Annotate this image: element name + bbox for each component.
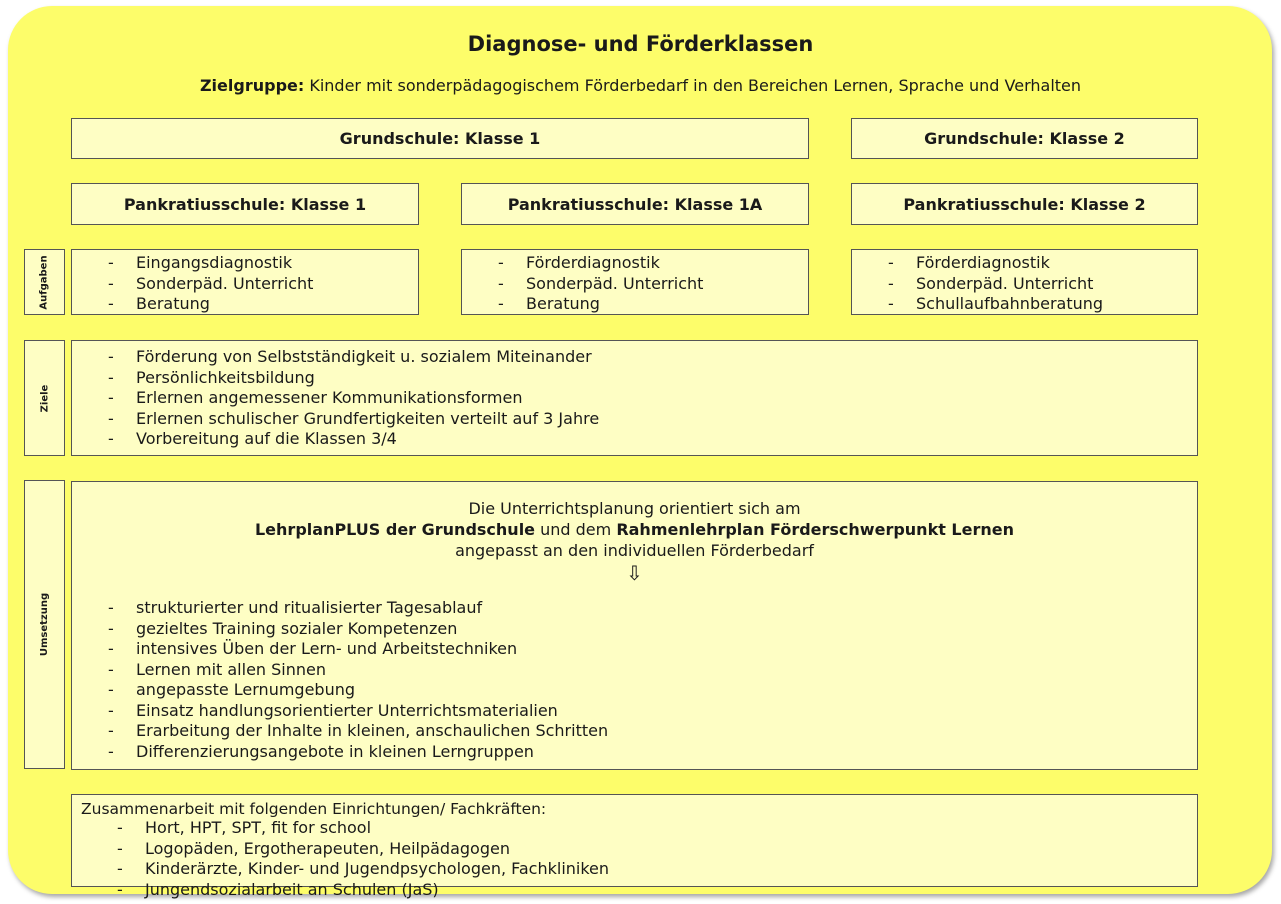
ziele-label-box xyxy=(24,340,65,456)
umsetzung-box xyxy=(71,481,1198,770)
target-group xyxy=(0,76,1281,95)
grundschule-class-2-label: Grundschule: Klasse 2 xyxy=(924,129,1125,148)
grundschule-class-1 xyxy=(71,118,809,159)
list-item: - Förderdiagnostik xyxy=(462,253,808,274)
umsetzung-line3: angepasst an den individuellen Förderbedarf xyxy=(455,541,814,560)
list-item: - strukturierter und ritualisierter Tagesablauf xyxy=(72,598,1197,619)
aufgaben-label-box xyxy=(24,249,65,315)
grundschule-class-2 xyxy=(851,118,1198,159)
ziele-label: Ziele xyxy=(38,384,50,412)
lehrplan-grundschule: LehrplanPLUS der Grundschule xyxy=(254,520,536,539)
list-item: - intensives Üben der Lern- und Arbeitstechniken xyxy=(72,639,1197,660)
pankratius-class-2 xyxy=(851,183,1198,225)
target-group-text: Kinder mit sonderpädagogischem Förderbedarf in den Bereichen Lernen, Sprache und Verhalten xyxy=(304,76,1082,95)
aufgaben-class-2 xyxy=(851,249,1198,315)
list-item: - gezieltes Training sozialer Kompetenzen xyxy=(72,619,1197,640)
list-item: - Eingangsdiagnostik xyxy=(72,253,418,274)
list-item: - Hort, HPT, SPT, fit for school xyxy=(81,818,1197,839)
list-item: - Sonderpäd. Unterricht xyxy=(72,274,418,295)
list-item: - Lernen mit allen Sinnen xyxy=(72,660,1197,681)
list-item: - Beratung xyxy=(72,294,418,315)
pankratius-class-1a xyxy=(461,183,809,225)
list-item: - Förderung von Selbstständigkeit u. sozialem Miteinander xyxy=(72,347,1197,368)
umsetzung-connector: und dem xyxy=(535,520,617,539)
list-item: - Förderdiagnostik xyxy=(852,253,1197,274)
list-item: - Logopäden, Ergotherapeuten, Heilpädagogen xyxy=(81,839,1197,860)
list-item: - Differenzierungsangebote in kleinen Lerngruppen xyxy=(72,742,1197,763)
list-item: - Beratung xyxy=(462,294,808,315)
rahmenlehrplan-lernen: Rahmenlehrplan Förderschwerpunkt Lernen xyxy=(616,520,1014,539)
list-item: - Persönlichkeitsbildung xyxy=(72,368,1197,389)
list-item: - Einsatz handlungsorientierter Unterrichtsmaterialien xyxy=(72,701,1197,722)
arrow-down-icon: ⇩ xyxy=(626,561,643,585)
list-item: - Erlernen schulischer Grundfertigkeiten verteilt auf 3 Jahre xyxy=(72,409,1197,430)
target-group-label: Zielgruppe: xyxy=(199,76,305,95)
list-item: - Vorbereitung auf die Klassen 3/4 xyxy=(72,429,1197,450)
list-item: - Jungendsozialarbeit an Schulen (JaS) xyxy=(81,880,1197,901)
list-item: - angepasste Lernumgebung xyxy=(72,680,1197,701)
aufgaben-class-1a xyxy=(461,249,809,315)
list-item: - Erlernen angemessener Kommunikationsformen xyxy=(72,388,1197,409)
grundschule-class-1-label: Grundschule: Klasse 1 xyxy=(339,129,541,148)
ziele-box xyxy=(71,340,1198,456)
pankratius-class-1 xyxy=(71,183,419,225)
list-item: - Erarbeitung der Inhalte in kleinen, anschaulichen Schritten xyxy=(72,721,1197,742)
zusammenarbeit-title: Zusammenarbeit mit folgenden Einrichtungen/ Fachkräften: xyxy=(81,800,547,818)
list-item: - Sonderpäd. Unterricht xyxy=(462,274,808,295)
pankratius-class-2-label: Pankratiusschule: Klasse 2 xyxy=(903,194,1146,214)
list-item: - Schullaufbahnberatung xyxy=(852,294,1197,315)
pankratius-class-1a-label: Pankratiusschule: Klasse 1A xyxy=(507,194,763,214)
aufgaben-label: Aufgaben xyxy=(39,254,50,310)
pankratius-class-1-label: Pankratiusschule: Klasse 1 xyxy=(123,194,367,214)
umsetzung-intro xyxy=(72,498,1197,561)
page-title: Diagnose- und Förderklassen xyxy=(467,32,814,56)
zusammenarbeit-box xyxy=(71,794,1198,899)
umsetzung-label: Umsetzung xyxy=(39,592,50,657)
list-item: - Kinderärzte, Kinder- und Jugendpsychologen, Fachkliniken xyxy=(81,859,1197,880)
aufgaben-class-1 xyxy=(71,249,419,315)
list-item: - Sonderpäd. Unterricht xyxy=(852,274,1197,295)
umsetzung-line2 xyxy=(72,519,1197,540)
umsetzung-line1: Die Unterrichtsplanung orientiert sich am xyxy=(468,499,801,518)
umsetzung-label-box xyxy=(24,480,65,769)
